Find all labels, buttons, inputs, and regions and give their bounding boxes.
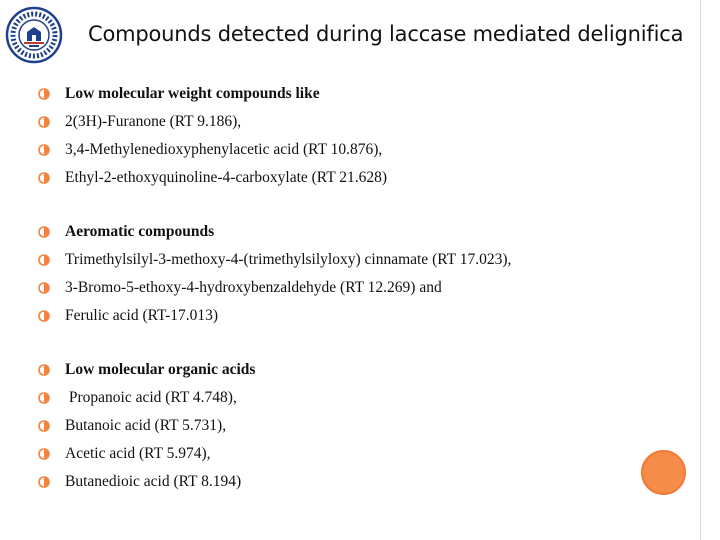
bullet-icon bbox=[38, 310, 50, 322]
bullet-text: Low molecular weight compounds like bbox=[65, 85, 320, 102]
list-item bbox=[38, 468, 241, 496]
list-item bbox=[38, 274, 442, 302]
list-item bbox=[38, 412, 226, 440]
bullet-text: Butanoic acid (RT 5.731), bbox=[65, 417, 227, 434]
bullet-icon bbox=[38, 392, 50, 404]
bullet-icon bbox=[38, 282, 50, 294]
bullet-icon bbox=[38, 172, 50, 184]
bullet-text: Aeromatic compounds bbox=[65, 223, 215, 240]
list-item bbox=[38, 108, 241, 136]
institute-emblem-icon bbox=[5, 6, 63, 64]
list-item bbox=[38, 246, 511, 274]
bullet-text: Ethyl-2-ethoxyquinoline-4-carboxylate (RT 21.628) bbox=[65, 169, 388, 186]
bullet-text: Acetic acid (RT 5.974), bbox=[65, 445, 211, 462]
bullet-icon bbox=[38, 144, 50, 156]
accent-circle-decoration bbox=[641, 450, 686, 495]
list-item bbox=[38, 218, 214, 246]
bullet-text: Propanoic acid (RT 4.748), bbox=[65, 389, 237, 406]
bullet-icon bbox=[38, 254, 50, 266]
bullet-icon bbox=[38, 476, 50, 488]
list-item bbox=[38, 384, 237, 412]
bullet-icon bbox=[38, 88, 50, 100]
list-item bbox=[38, 302, 218, 330]
bullet-text: Low molecular organic acids bbox=[65, 361, 256, 378]
bullet-icon bbox=[38, 226, 50, 238]
bullet-text: 2(3H)-Furanone (RT 9.186), bbox=[65, 113, 242, 130]
list-item bbox=[38, 356, 255, 384]
list-item bbox=[38, 136, 382, 164]
bullet-icon bbox=[38, 420, 50, 432]
bullet-icon bbox=[38, 364, 50, 376]
list-item bbox=[38, 164, 387, 192]
slide-title: Compounds detected during laccase mediated delignifica bbox=[88, 22, 684, 46]
bullet-text: 3-Bromo-5-ethoxy-4-hydroxybenzaldehyde (RT 12.269) and bbox=[65, 279, 442, 296]
list-item bbox=[38, 80, 320, 108]
bullet-text: Trimethylsilyl-3-methoxy-4-(trimethylsilyloxy) cinnamate (RT 17.023), bbox=[65, 251, 512, 268]
bullet-text: Ferulic acid (RT-17.013) bbox=[65, 307, 219, 324]
bullet-icon bbox=[38, 116, 50, 128]
bullet-text: Butanedioic acid (RT 8.194) bbox=[65, 473, 242, 490]
list-item bbox=[38, 440, 211, 468]
bullet-icon bbox=[38, 448, 50, 460]
bullet-text: 3,4-Methylenedioxyphenylacetic acid (RT 10.876), bbox=[65, 141, 383, 158]
